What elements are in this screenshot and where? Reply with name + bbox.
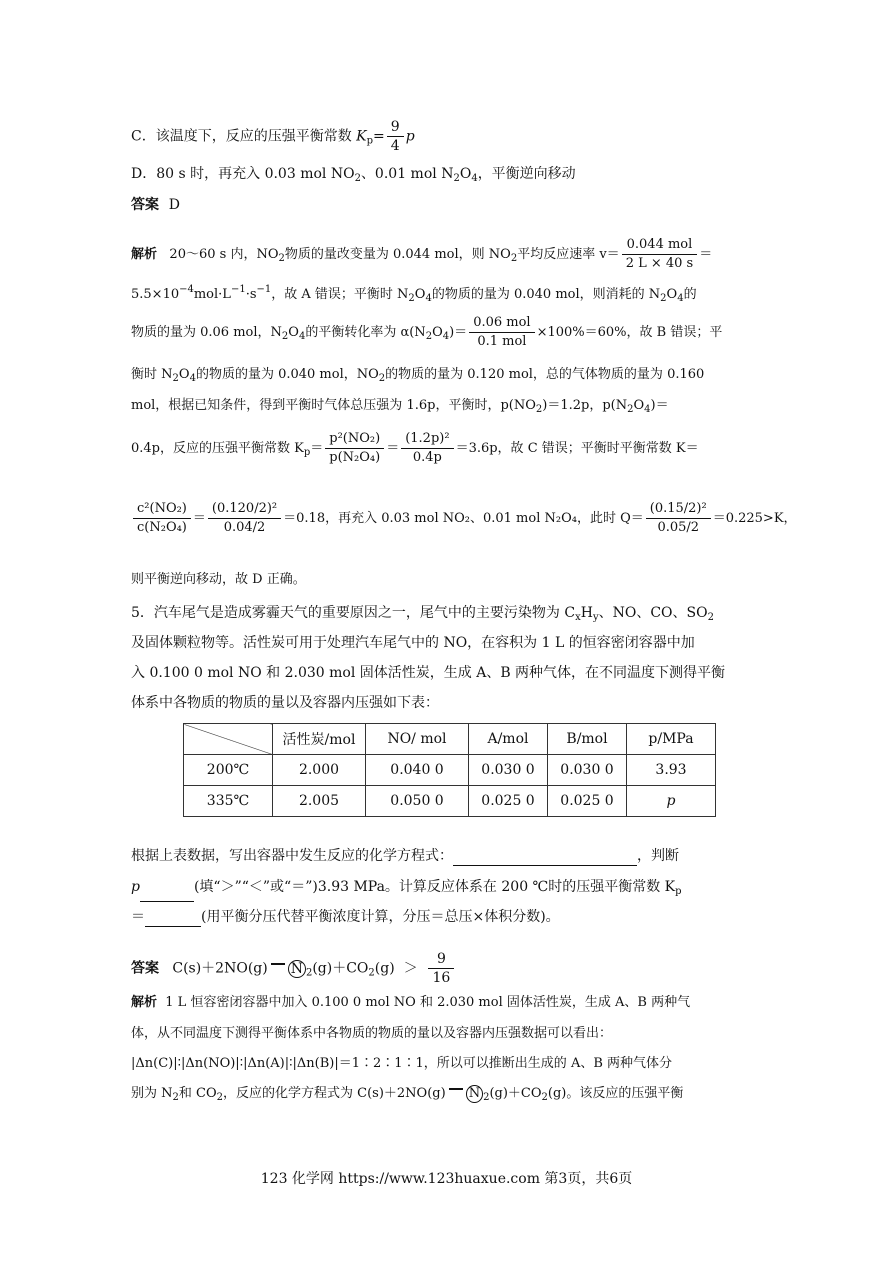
sub: y [592, 612, 599, 623]
table-cell: 2.000 [273, 755, 366, 786]
text: O [414, 287, 426, 302]
table-cell: 335℃ [184, 786, 273, 817]
text: ＝0.225>K， [712, 511, 797, 526]
frac-num: 9 [428, 950, 454, 969]
text: 5．汽车尾气是造成雾霾天气的重要原因之一，尾气中的主要污染物为 C [131, 605, 576, 621]
answer-blank-1 [453, 849, 637, 866]
q5-line3 [131, 663, 725, 683]
answer-blank-2 [140, 885, 194, 902]
text: |Δn(C)|∶|Δn(NO)|∶|Δn(A)|∶|Δn(B)|＝1∶2∶1∶1，所以可以推断出生成的 A、B 两种气体分 [131, 1056, 673, 1071]
text: 20～60 s 内，NO [169, 247, 279, 262]
frac-den: c(N₂O₄) [137, 520, 187, 535]
kp-sub: p [366, 135, 374, 147]
text: 平均反应速率 v＝ [517, 247, 620, 262]
option-d-tail: ，平衡逆向移动 [477, 166, 576, 182]
analysis1-line8 [131, 570, 306, 590]
table-row [184, 786, 716, 817]
fraction-9-4 [387, 118, 404, 155]
kp-fraction [325, 430, 384, 467]
table-header: p/MPa [627, 724, 716, 755]
text: )＝ [650, 398, 669, 413]
option-d-text: D．80 s 时，再充入 0.03 mol NO [131, 166, 355, 182]
table-cell: 200℃ [184, 755, 273, 786]
text: )＝1.2p，p(N [542, 398, 628, 413]
text: C(s)＋2NO(g) [172, 960, 268, 977]
p-symbol: p [131, 879, 140, 895]
text: O [666, 287, 678, 302]
text: 0.4p，反应的压强平衡常数 K [131, 441, 304, 456]
text: 的 [683, 287, 697, 302]
answer-fraction [428, 950, 454, 987]
text: 1 L 恒容密闭容器中加入 0.100 0 mol NO 和 2.030 mol 固体活性炭，生成 A、B 两种气 [165, 995, 691, 1010]
frac-num: p²(NO₂) [325, 430, 384, 449]
frac-den: 0.04/2 [223, 520, 266, 535]
analysis2-line4: 别为 $N_2$和 $CO_2$，反应的化学方程式为 C(s)＋2NO(g) N $_2(g)+CO_2(g)$。该反应的压强平衡 [131, 1086, 684, 1103]
sub: 4 [471, 173, 478, 184]
text: 体系中各物质的物质的量以及容器内压强如下表： [131, 695, 439, 711]
text: 的平衡转化率为 α(N [305, 325, 426, 340]
analysis1-line4: 衡时 $N_2O_4$的物质的量为 0.040 mol，$NO_2$的物质的量为 0.120 mol，总的气体物质的量为 0.160 [131, 367, 705, 384]
table-header: B/mol [548, 724, 627, 755]
q5-line2 [131, 633, 695, 653]
text: mol·L [193, 287, 231, 302]
text: 的物质的量为 0.120 mol，总的气体物质的量为 0.160 [385, 367, 705, 382]
sub: x [575, 612, 581, 623]
table-header-row [184, 724, 716, 755]
answer-label: 答案 [131, 960, 159, 977]
text: ＝3.6p，故 C 错误；平衡时平衡常数 K＝ [455, 441, 699, 456]
text: H [580, 605, 593, 621]
analysis-label: 解析 [131, 995, 158, 1010]
option-c [131, 118, 415, 155]
text: O [633, 398, 645, 413]
sub: 2 [707, 612, 714, 623]
table-cell: 0.040 0 [366, 755, 469, 786]
q5b-line3 [131, 907, 560, 927]
answer-blank-3 [145, 910, 201, 927]
text: 物质的量为 0.06 mol，N [131, 325, 282, 340]
analysis2-line2 [131, 1024, 612, 1044]
analysis-label: 解析 [131, 247, 158, 262]
table-cell: 0.025 0 [469, 786, 548, 817]
text: 5.5×10 [131, 287, 180, 302]
frac-num: (1.2p)² [401, 430, 453, 449]
kp-value-fraction [401, 430, 453, 467]
text: 别为 N [131, 1086, 173, 1101]
answer-value: D [168, 197, 180, 213]
text: (填“＞”“＜”或“＝”)3.93 MPa。计算反应体系在 200 ℃时的压强平衡常数 K [193, 879, 676, 895]
option-d [131, 164, 576, 189]
equilibrium-arrow-icon [271, 963, 285, 975]
text: )＝ [449, 325, 468, 340]
text: ×100%＝60%，故 B 错误；平 [536, 325, 723, 340]
text: 物质的量改变量为 0.044 mol，则 NO [284, 247, 511, 262]
text: ＞ [403, 960, 418, 977]
text: (g)＋CO [489, 1086, 542, 1101]
table-cell: 2.005 [273, 786, 366, 817]
frac-den: 0.4p [412, 450, 442, 465]
frac-num: (0.120/2)² [208, 500, 281, 519]
analysis1-line2: $5.5\times 10^{-4}mol\cdot L^{-1}\cdot s^{-1}$，故 A 错误；平衡时 $N_2O_4$的物质的量为 0.040 mol，则消耗的 $N_2O_4$的 [131, 284, 697, 304]
text: ，故 A 错误；平衡时 N [271, 287, 409, 302]
option-c-text: C．该温度下，反应的压强平衡常数 [131, 128, 357, 145]
rate-fraction [622, 236, 698, 273]
analysis1-line5: mol，根据已知条件，得到平衡时气体总压强为 1.6p，平衡时，$p(NO_2)=1.2p$，$p(N_2O_4)=$ [131, 398, 669, 415]
answer-label: 答案 [131, 197, 159, 213]
sub: 2 [354, 173, 361, 184]
frac-num: (0.15/2)² [646, 500, 711, 519]
q5-line1 [131, 603, 714, 628]
text: 的物质的量为 0.040 mol，NO [195, 367, 379, 382]
frac-den: 0.1 mol [477, 334, 527, 349]
text: ·s [245, 287, 257, 302]
frac-den: p(N₂O₄) [329, 450, 381, 465]
text: 体，从不同温度下测得平衡体系中各物质的物质的量以及容器内压强数据可以看出： [131, 1026, 613, 1041]
frac-den: 0.05/2 [657, 520, 700, 535]
eq-sign: = [373, 128, 385, 145]
text: ，反应的化学方程式为 C(s)＋2NO(g) [223, 1086, 446, 1101]
table-corner-cell [184, 724, 273, 755]
text: O [178, 367, 190, 382]
text: ，判断 [637, 848, 679, 864]
text: ＝ [699, 247, 713, 262]
circled-n: N [466, 1085, 483, 1103]
text: ＝ [310, 441, 324, 456]
table-cell: p [627, 786, 716, 817]
text: (g) [374, 960, 395, 977]
sub: p [675, 886, 682, 897]
text: 则平衡逆向移动，故 D 正确。 [131, 572, 306, 587]
table-row [184, 755, 716, 786]
text: 衡时 N [131, 367, 173, 382]
text: ＝0.18，再充入 0.03 mol NO₂、0.01 mol N₂O₄，此时 Q＝ [283, 511, 644, 526]
text: ＝ [131, 909, 145, 925]
k-value-fraction [208, 500, 281, 537]
text: (g)。该反应的压强平衡 [547, 1086, 684, 1101]
equilibrium-arrow-icon [449, 1088, 463, 1100]
k-fraction [133, 500, 191, 537]
analysis1-line3: 物质的量为 0.06 mol，$N_2O_4$的平衡转化率为 $\alpha(N_2O_4)=$ $\frac{\text{0.06 mol}}{\text{0.1 mol}}$ ×100%＝60%，故 B 错误；平 [131, 315, 723, 349]
table-header: A/mol [469, 724, 548, 755]
text: 根据上表数据，写出容器中发生反应的化学方程式： [131, 848, 453, 864]
table-cell: 0.030 0 [469, 755, 548, 786]
text: (g)＋CO [312, 960, 369, 977]
table-cell: 3.93 [627, 755, 716, 786]
answer-1 [131, 195, 180, 215]
table-cell: 0.030 0 [548, 755, 627, 786]
data-table [183, 723, 716, 817]
frac-den: 2 L × 40 s [625, 256, 694, 271]
text: ＝ [386, 441, 400, 456]
table-header: 活性炭/mol [273, 724, 366, 755]
analysis2-line3 [131, 1054, 672, 1074]
text: 的物质的量为 0.040 mol，则消耗的 N [431, 287, 661, 302]
text: ＝ [192, 511, 206, 526]
analysis1-line7 [131, 500, 797, 537]
q5b-line2 [131, 877, 682, 902]
kp-symbol: K [356, 128, 367, 145]
frac-num: 0.044 mol [622, 236, 698, 255]
conversion-fraction [469, 314, 534, 351]
text: 和 CO [178, 1086, 217, 1101]
text: mol，根据已知条件，得到平衡时气体总压强为 1.6p，平衡时，p(NO [131, 398, 536, 413]
page-footer: 123 化学网 https://www.123huaxue.com 第3页，共6页 [260, 1171, 633, 1187]
circled-n: N [288, 960, 306, 978]
analysis1-line6: 0.4p，反应的压强平衡常数 $K_p=$ $\frac{\text{p²(NO₂)}}{\text{p(N₂O₄)}}$ ＝ $\frac{\text{(1.2p)²}}{0.4p}$ ＝3.6p，故 C 错误；平衡时平衡常数 K＝ [131, 431, 699, 465]
frac-num: 9 [387, 118, 404, 137]
answer-2: 答案 C(s)＋2NO(g) N $_2(g)+CO_2(g)$ ＞ $\frac{9}{16}$ [131, 950, 456, 987]
q5-line4 [131, 693, 439, 713]
text: (用平衡分压代替平衡浓度计算，分压＝总压×体积分数)。 [201, 909, 560, 925]
frac-den: 4 [390, 138, 400, 154]
sub: 2 [453, 173, 460, 184]
frac-num: 0.06 mol [469, 314, 534, 333]
text: O [288, 325, 299, 340]
sup: −1 [230, 284, 246, 295]
text: 、NO、CO、SO [598, 605, 708, 621]
sup: −1 [256, 284, 272, 295]
sup: −4 [179, 284, 194, 295]
o-letter: O [459, 166, 472, 182]
text: O [432, 325, 443, 340]
frac-num: c²(NO₂) [133, 500, 191, 519]
p-symbol: p [405, 128, 415, 145]
analysis1-line1: 解析 20～60 s 内，$NO_2$物质的量改变量为 0.044 mol，则 $NO_2$平均反应速率 v＝ $\frac{\text{0.044 mol}}{2 L \times 40 s}$ ＝ [131, 237, 713, 271]
q5b-line1 [131, 846, 679, 866]
q-value-fraction [646, 500, 711, 537]
table-header: NO/ mol [366, 724, 469, 755]
frac-den: 16 [432, 970, 451, 986]
option-d-mid: 、0.01 mol N [360, 166, 454, 182]
table-cell: 0.050 0 [366, 786, 469, 817]
analysis2-line1 [131, 993, 690, 1013]
text: 及固体颗粒物等。活性炭可用于处理汽车尾气中的 NO，在容积为 1 L 的恒容密闭容器中加 [131, 635, 695, 651]
text: 入 0.100 0 mol NO 和 2.030 mol 固体活性炭，生成 A、B 两种气体，在不同温度下测得平衡 [131, 665, 726, 681]
table-cell: 0.025 0 [548, 786, 627, 817]
